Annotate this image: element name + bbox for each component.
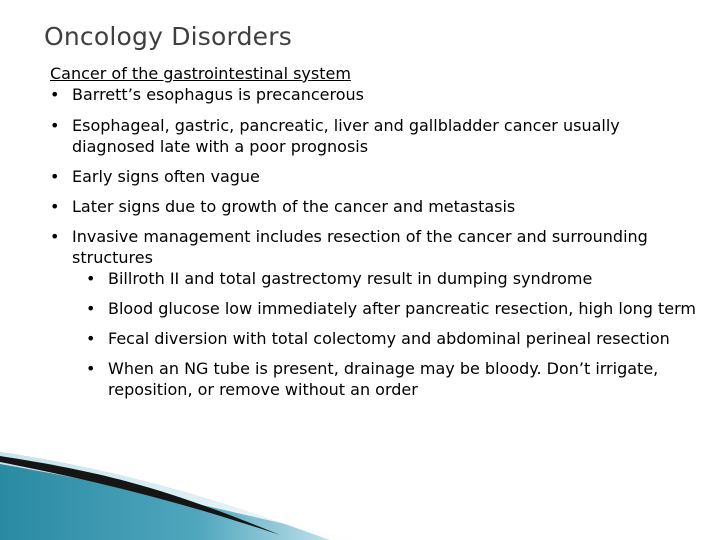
slide-title: Oncology Disorders	[44, 22, 292, 51]
bullet-list	[50, 84, 700, 409]
sub-bullet-item: • Blood glucose low immediately after pancreatic resection, high long term	[86, 298, 700, 319]
bullet-item: • Early signs often vague	[50, 166, 700, 187]
decorative-swoosh	[0, 440, 720, 540]
sub-bullet-item: • When an NG tube is present, drainage may be bloody. Don’t irrigate, reposition, or remove without an order	[86, 358, 700, 400]
sub-bullet-list	[86, 268, 700, 400]
bullet-item-invasive	[50, 226, 700, 400]
section-subtitle: Cancer of the gastrointestinal system	[50, 64, 351, 83]
sub-bullet-item: • Billroth II and total gastrectomy result in dumping syndrome	[86, 268, 700, 289]
sub-bullet-item: • Fecal diversion with total colectomy and abdominal perineal resection	[86, 328, 700, 349]
bullet-item: • Later signs due to growth of the cancer and metastasis	[50, 196, 700, 217]
bullet-item: • Esophageal, gastric, pancreatic, liver and gallbladder cancer usually diagnosed late with a poor prognosis	[50, 115, 700, 157]
bullet-item: • Barrett’s esophagus is precancerous	[50, 84, 700, 105]
bullet-item-text: Invasive management includes resection of the cancer and surrounding structures	[72, 227, 648, 267]
